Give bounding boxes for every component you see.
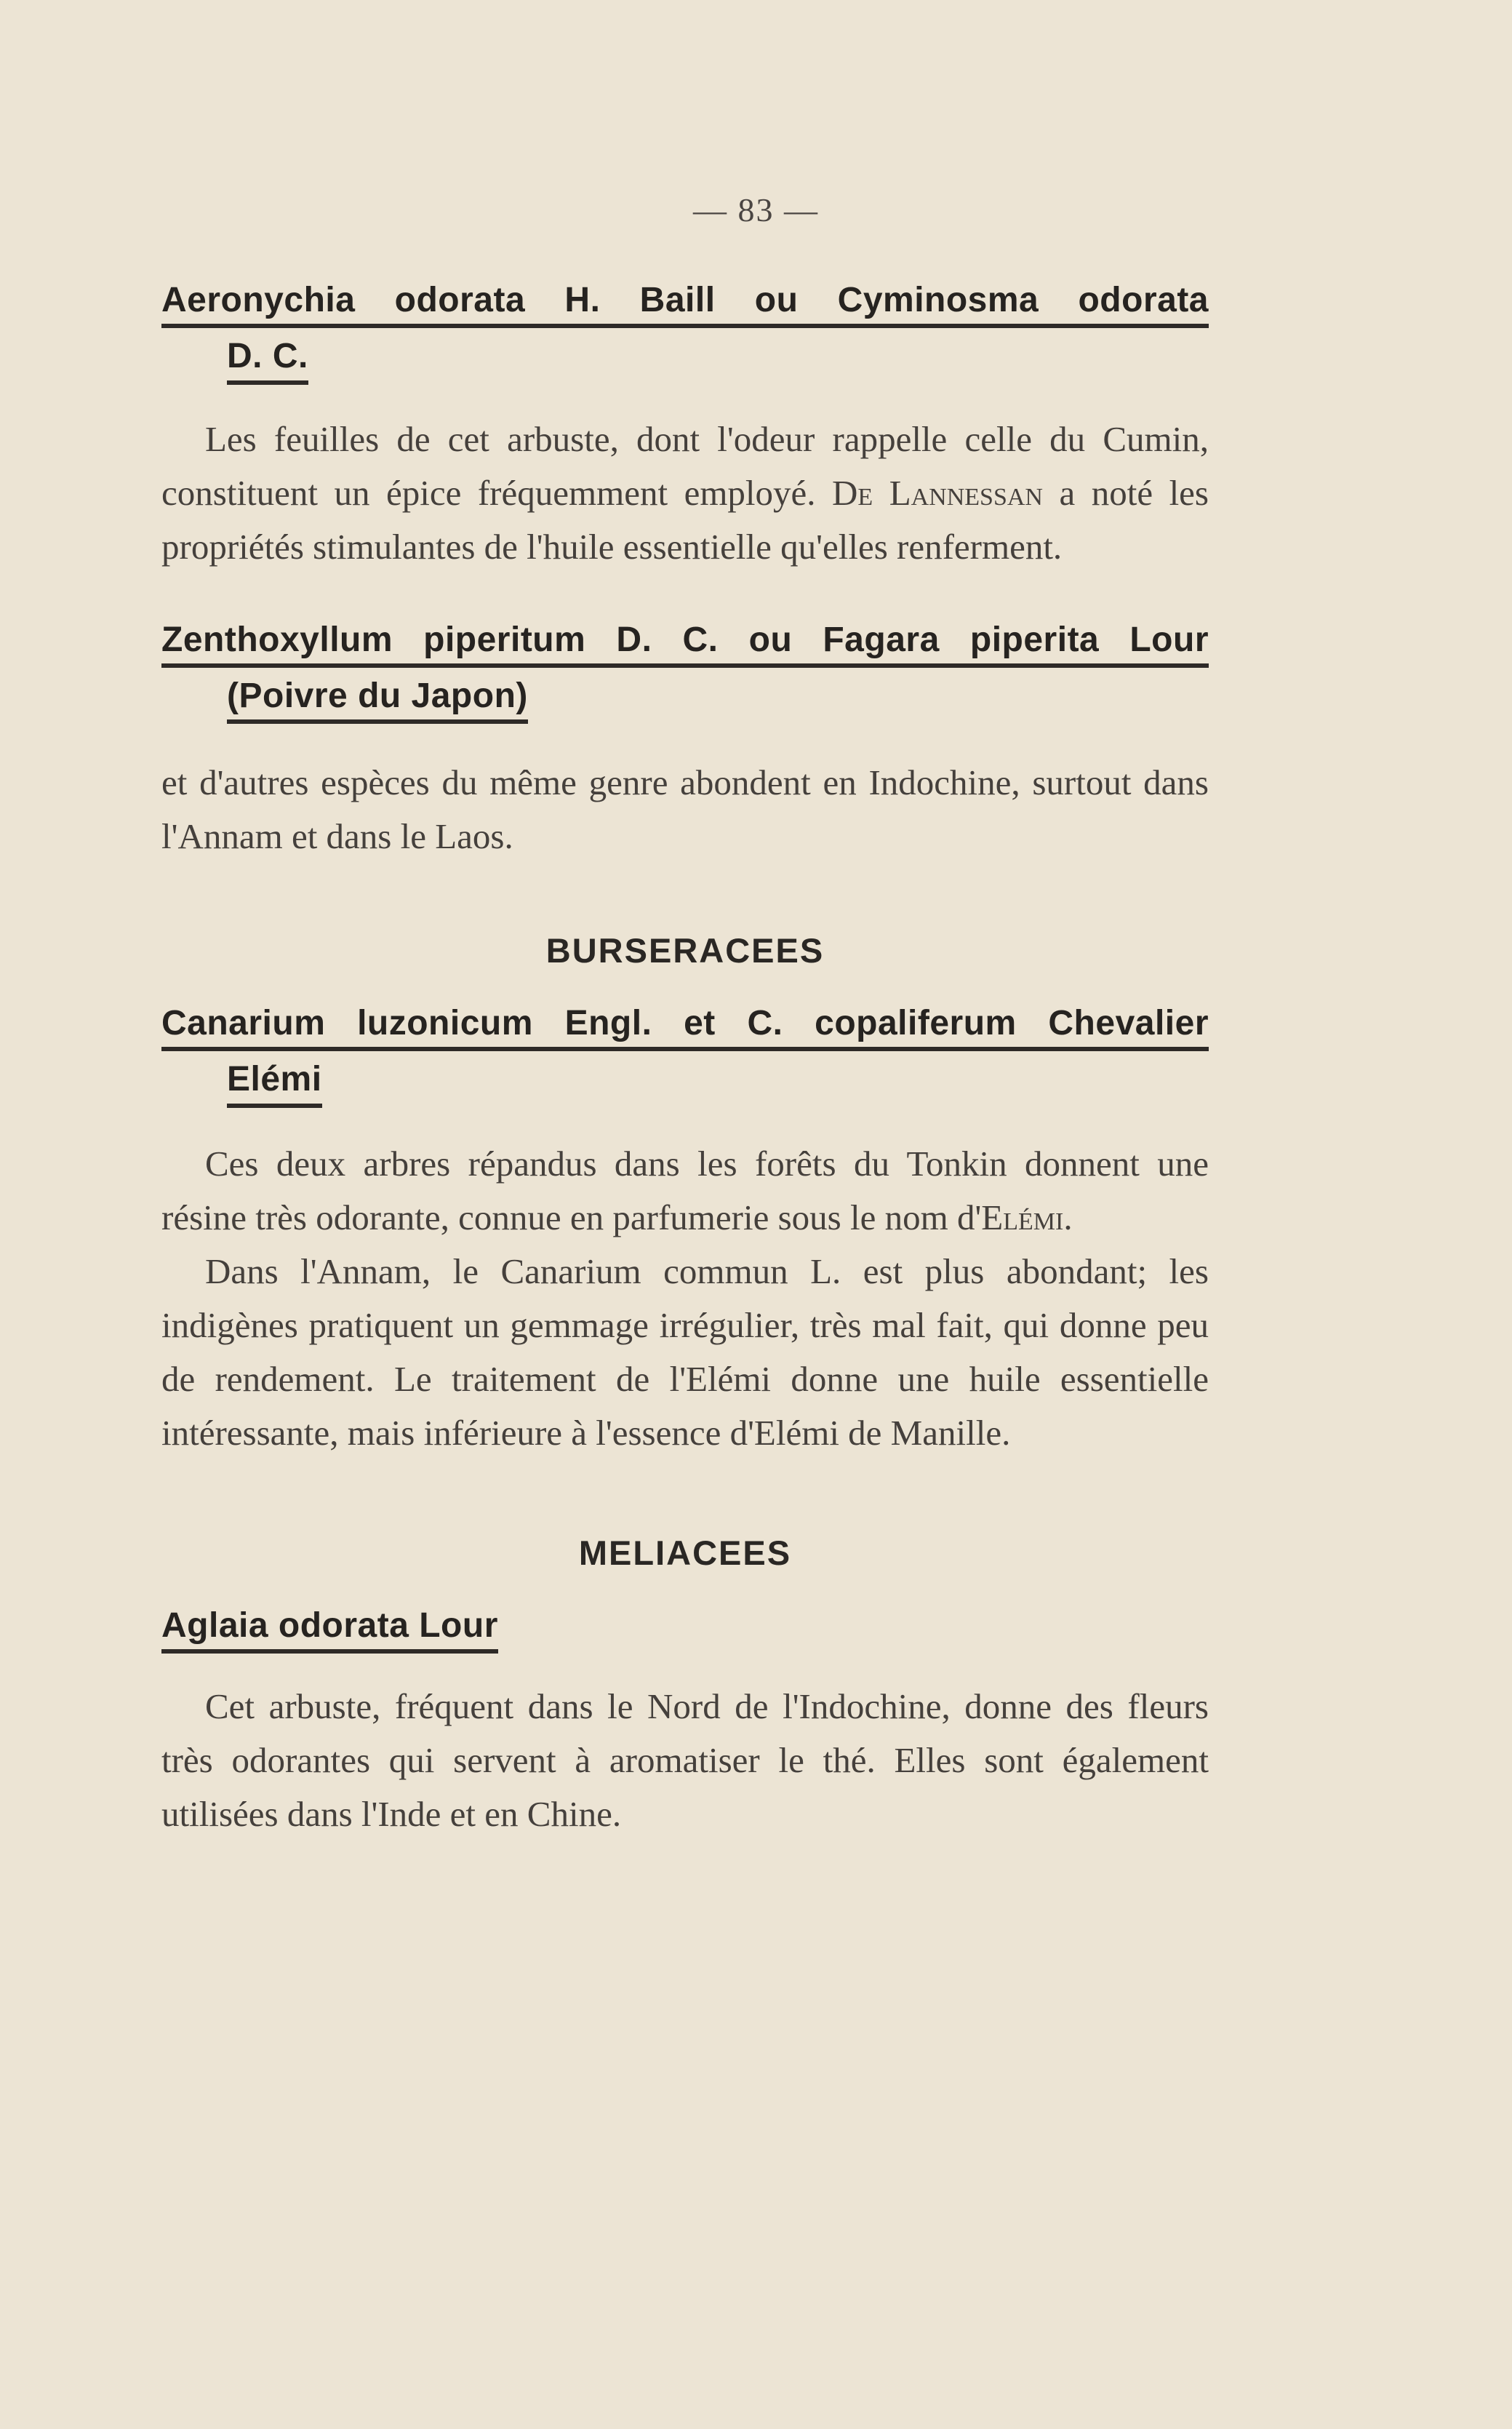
paragraph-text: a noté les propriétés stimulantes de l'huile essentielle qu'elles renferment. xyxy=(161,472,1209,567)
species-heading-canarium xyxy=(161,1000,1209,1108)
family-heading-meliacees: MELIACEES xyxy=(578,1533,792,1572)
section-meliacees xyxy=(161,1533,1209,1841)
paragraph-canarium-2: Dans l'Annam, le Canarium commun L. est plus abondant; les indigènes pratiquent un gemmage irrégulier, très mal fait, qui donne peu de rendement. Le traitement de l'Elémi donne une huile essentielle intéressante, mais inférieure à l'essence d'Elémi de Manille. xyxy=(161,1251,1209,1453)
species-heading-line2: D. C. xyxy=(227,332,308,384)
paragraph-aglaia: Cet arbuste, fréquent dans le Nord de l'Indochine, donne des fleurs très odorantes qui servent à aromatiser le thé. Elles sont également utilisées dans l'Inde et en Chine. xyxy=(161,1686,1209,1834)
section-zenthoxyllum xyxy=(161,616,1209,864)
paragraph-aeronychia xyxy=(161,412,1209,574)
species-heading-line1: Canarium luzonicum Engl. et C. copaliferum Chevalier xyxy=(161,1000,1209,1051)
species-heading-line1: Aglaia odorata Lour xyxy=(161,1602,498,1654)
paragraph-text: Les feuilles de cet arbuste, dont l'odeur rappelle celle du Cumin, constituent un épice fréquemment employé. xyxy=(161,418,1209,513)
species-heading-zenthoxyllum xyxy=(161,616,1209,725)
section-burseracees xyxy=(161,930,1209,1460)
section-aeronychia xyxy=(161,276,1209,574)
species-heading-aeronychia xyxy=(161,276,1209,385)
paragraph-canarium-1 xyxy=(161,1137,1209,1245)
species-heading-line1: Aeronychia odorata H. Baill ou Cyminosma odorata xyxy=(161,276,1209,328)
species-heading-line1: Zenthoxyllum piperitum D. C. ou Fagara piperita Lour xyxy=(161,616,1209,668)
product-name: Elémi xyxy=(981,1197,1064,1237)
paragraph-text: . xyxy=(1063,1197,1073,1237)
species-heading-aglaia xyxy=(161,1602,1209,1654)
paragraph-text: Ces deux arbres répandus dans les forêts du Tonkin donnent une résine très odorante, connue en parfumerie sous le nom d' xyxy=(161,1143,1209,1237)
author-name: De Lannessan xyxy=(832,472,1043,513)
family-heading-burseracees: BURSERACEES xyxy=(545,931,825,970)
paragraph-zenthoxyllum: et d'autres espèces du même genre abondent en Indochine, surtout dans l'Annam et dans le Laos. xyxy=(161,762,1209,857)
species-heading-line2: (Poivre du Japon) xyxy=(227,672,528,724)
page-number: — 83 — xyxy=(693,191,819,228)
page-content xyxy=(161,276,1209,1841)
species-heading-line2: Elémi xyxy=(227,1056,322,1107)
